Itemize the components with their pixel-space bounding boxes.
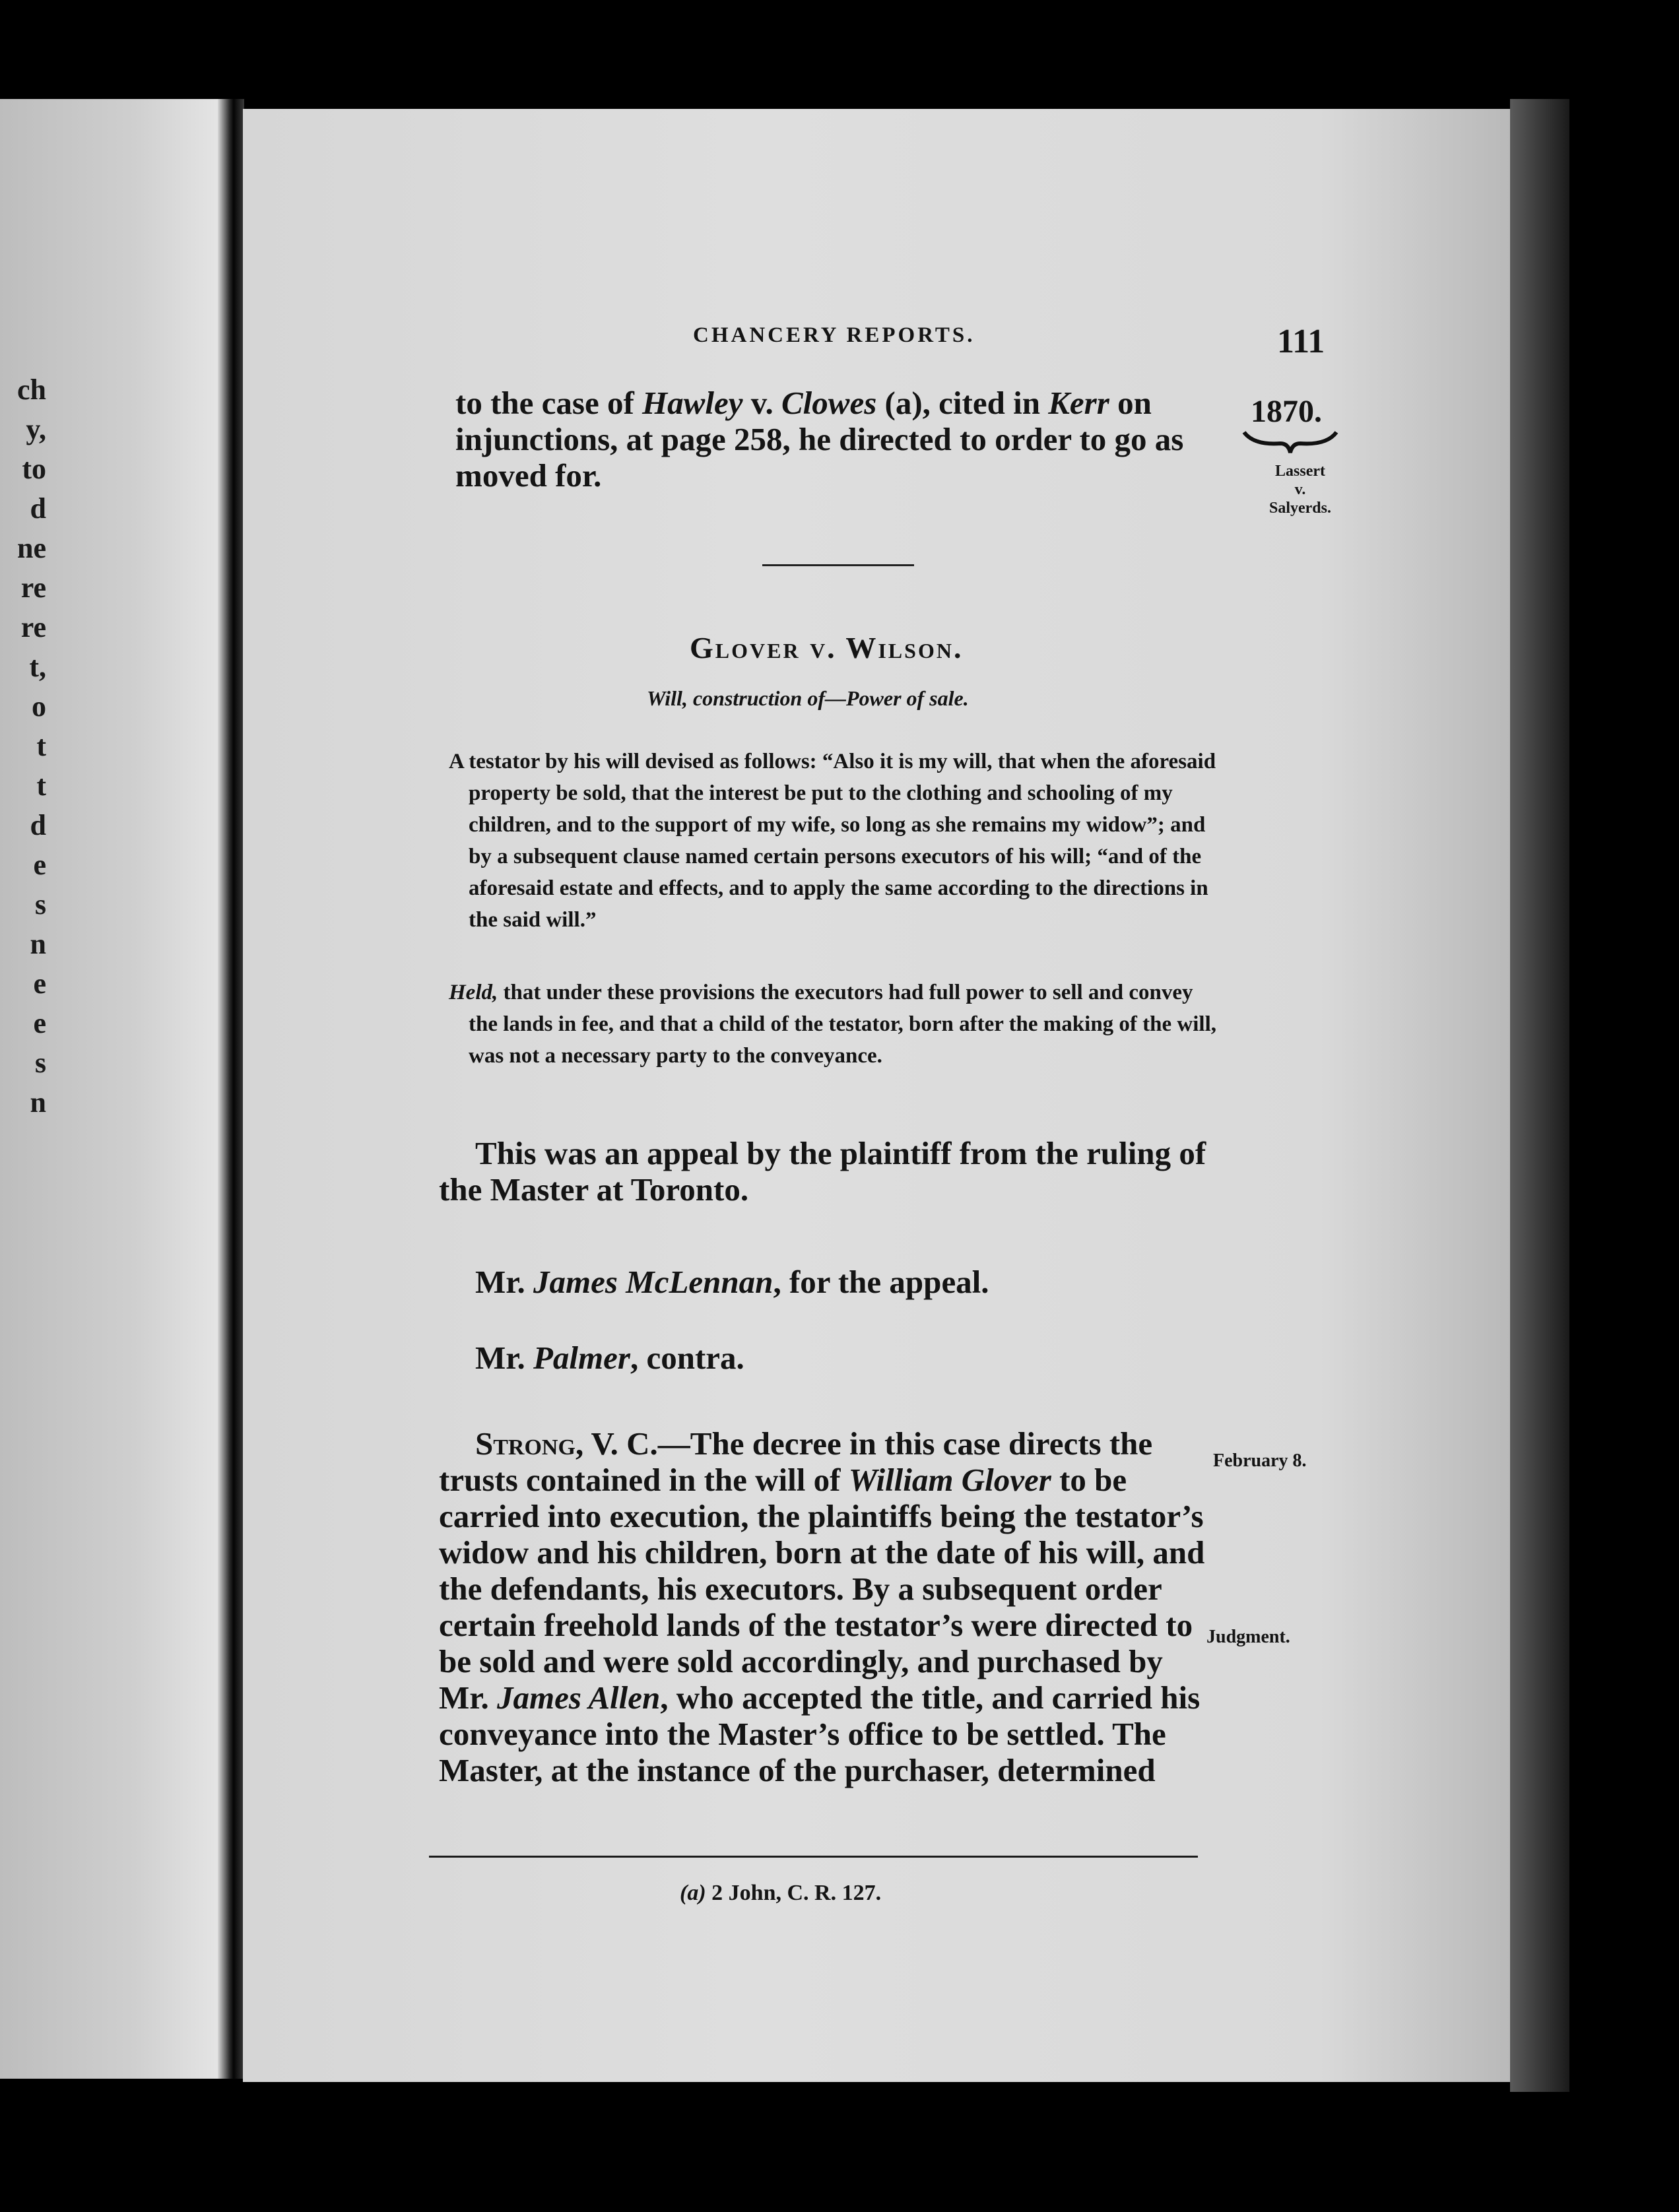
left-fragment: e	[33, 967, 46, 1000]
body-paragraph	[439, 1135, 1218, 1208]
margin-case-ref	[1251, 462, 1350, 517]
counsel-line	[439, 1264, 1218, 1300]
testator-name: William Glover	[848, 1462, 1051, 1498]
section-divider	[762, 564, 914, 566]
margin-year: 1870.	[1251, 394, 1322, 429]
running-header: CHANCERY REPORTS.	[693, 323, 975, 347]
counsel-role: , for the appeal.	[773, 1264, 989, 1300]
judgment-text: , who accepted the title, and carried his conveyance into the Master’s office to be settled. The Master, at the instance of the purchaser, determined	[439, 1679, 1201, 1788]
margin-case-second: Salyerds.	[1268, 500, 1331, 517]
counsel-role: , contra.	[630, 1340, 744, 1376]
left-fragment: n	[30, 1086, 46, 1119]
left-fragment: s	[34, 1047, 46, 1079]
left-fragment: e	[33, 1007, 46, 1039]
left-fragment: e	[33, 849, 46, 881]
case-name: Hawley	[642, 385, 743, 421]
held-text: that under these provisions the executors had full power to sell and convey the lands in fee, and that a child of the testator, born after the making of the will, was not a necessary party to the conveyance.	[469, 981, 1216, 1068]
cont-text: on injunctions, at page 258, he directed to order to go as moved for.	[455, 385, 1184, 494]
left-fragment: t	[36, 769, 46, 802]
left-fragment: to	[22, 453, 46, 485]
purchaser-name: James Allen	[497, 1679, 661, 1716]
case-title: Glover v. Wilson.	[690, 631, 964, 665]
headnote-held	[449, 977, 1221, 1072]
footnote-mark: (a)	[680, 1881, 706, 1905]
left-fragment: t,	[29, 651, 46, 683]
case-subject: Will, construction of—Power of sale.	[647, 686, 969, 710]
margin-judgment: Judgment.	[1206, 1627, 1290, 1647]
footnote	[680, 1881, 881, 1906]
left-fragment: n	[30, 928, 46, 960]
counsel-line	[439, 1340, 1218, 1376]
footnote-rule	[429, 1856, 1198, 1858]
left-fragment: d	[30, 492, 46, 525]
left-fragment: re	[20, 611, 46, 643]
counsel-prefix: Mr.	[475, 1340, 533, 1376]
facing-page-fragment	[0, 99, 224, 2079]
book-gutter	[218, 99, 244, 2079]
margin-case-v: v.	[1294, 481, 1306, 498]
headnote	[449, 746, 1221, 936]
author-name: Kerr	[1048, 385, 1109, 421]
continuation-paragraph	[455, 385, 1214, 494]
left-fragment: ne	[17, 532, 46, 564]
left-fragment: ch	[17, 374, 46, 406]
brace-icon	[1241, 429, 1340, 455]
counsel-prefix: Mr.	[475, 1264, 533, 1300]
left-fragment: o	[32, 690, 46, 723]
left-fragment: re	[20, 571, 46, 604]
judgment-paragraph	[439, 1425, 1218, 1788]
cont-text: to the case of	[455, 385, 643, 421]
judgment-text: to be carried into execution, the plaintiffs being the testator’s widow and his children, born at the date of his will, and the defendants, his executors. By a subsequent order certain freehold lands of the testator’s were directed to be sold and were sold accordingly, and purchased by Mr.	[439, 1462, 1205, 1716]
counsel-name: James McLennan	[533, 1264, 774, 1300]
left-fragment: t	[36, 730, 46, 762]
left-fragment: y,	[26, 413, 46, 445]
counsel-name: Palmer	[533, 1340, 630, 1376]
held-label: Held,	[449, 981, 498, 1004]
page-edge-shadow	[1510, 99, 1569, 2092]
appeal-text: This was an appeal by the plaintiff from the ruling of the Master at Toronto.	[439, 1135, 1206, 1208]
page-number: 111	[1277, 323, 1325, 360]
footnote-text: 2 John, C. R. 127.	[706, 1881, 882, 1905]
case-name: Clowes	[781, 385, 877, 421]
left-fragment: d	[30, 809, 46, 841]
headnote-text: A testator by his will devised as follows: “Also it is my will, that when the aforesaid property be sold, that the interest be put to the clothing and schooling of my children, and to the support of my wife, so long as she remains my widow”; and by a subsequent clause named certain persons executors of his will; “and of the aforesaid estate and effects, and to apply the same according to the directions in the said will.”	[449, 750, 1216, 932]
left-fragment: s	[34, 888, 46, 921]
cont-text: (a), cited in	[876, 385, 1049, 421]
judgment-text: , V. C.—The decree in this case directs the trusts contained in the will of	[439, 1425, 1153, 1498]
margin-case-first: Lassert	[1275, 463, 1325, 480]
cont-text: v.	[742, 385, 781, 421]
judge-name: Strong	[475, 1425, 576, 1462]
margin-date: February 8.	[1213, 1450, 1307, 1471]
